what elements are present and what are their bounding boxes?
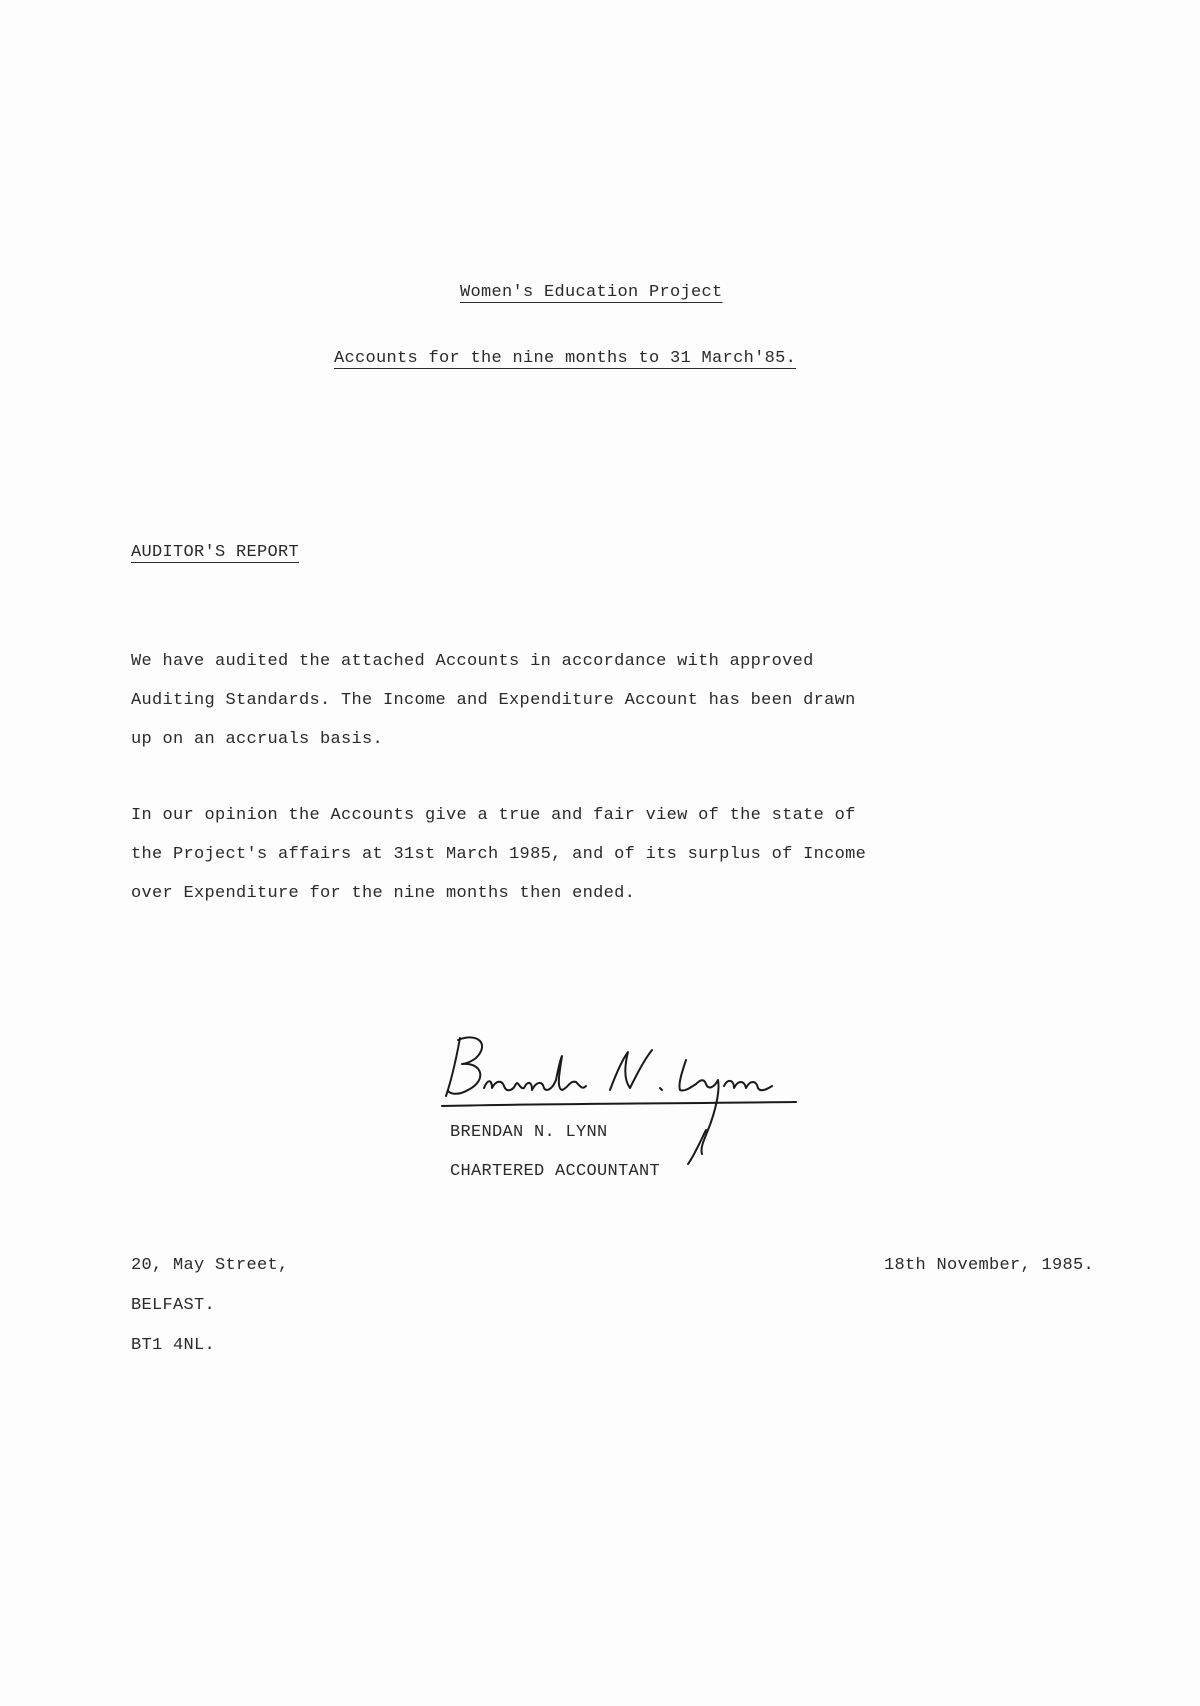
paragraph-line: over Expenditure for the nine months then ended.: [131, 884, 636, 903]
report-paragraph-2: [131, 796, 866, 913]
paragraph-line: We have audited the attached Accounts in accordance with approved: [131, 652, 814, 671]
document-title: Women's Education Project: [460, 283, 723, 302]
paragraph-line: the Project's affairs at 31st March 1985, and of its surplus of Income: [131, 845, 867, 864]
document-subtitle: Accounts for the nine months to 31 March'85.: [334, 349, 797, 368]
paragraph-line: In our opinion the Accounts give a true and fair view of the state of: [131, 806, 856, 825]
paragraph-line: up on an accruals basis.: [131, 730, 384, 749]
address-line-2: BELFAST.: [131, 1296, 216, 1315]
address-line-1: 20, May Street,: [131, 1256, 289, 1275]
signatory-title: CHARTERED ACCOUNTANT: [450, 1162, 661, 1181]
signatory-name: BRENDAN N. LYNN: [450, 1123, 608, 1142]
report-paragraph-1: [131, 642, 856, 759]
handwritten-signature: [438, 1030, 798, 1170]
address-line-3: BT1 4NL.: [131, 1336, 216, 1355]
paragraph-line: Auditing Standards. The Income and Expenditure Account has been drawn: [131, 691, 856, 710]
report-heading: AUDITOR'S REPORT: [131, 543, 300, 562]
report-date: 18th November, 1985.: [884, 1256, 1095, 1275]
